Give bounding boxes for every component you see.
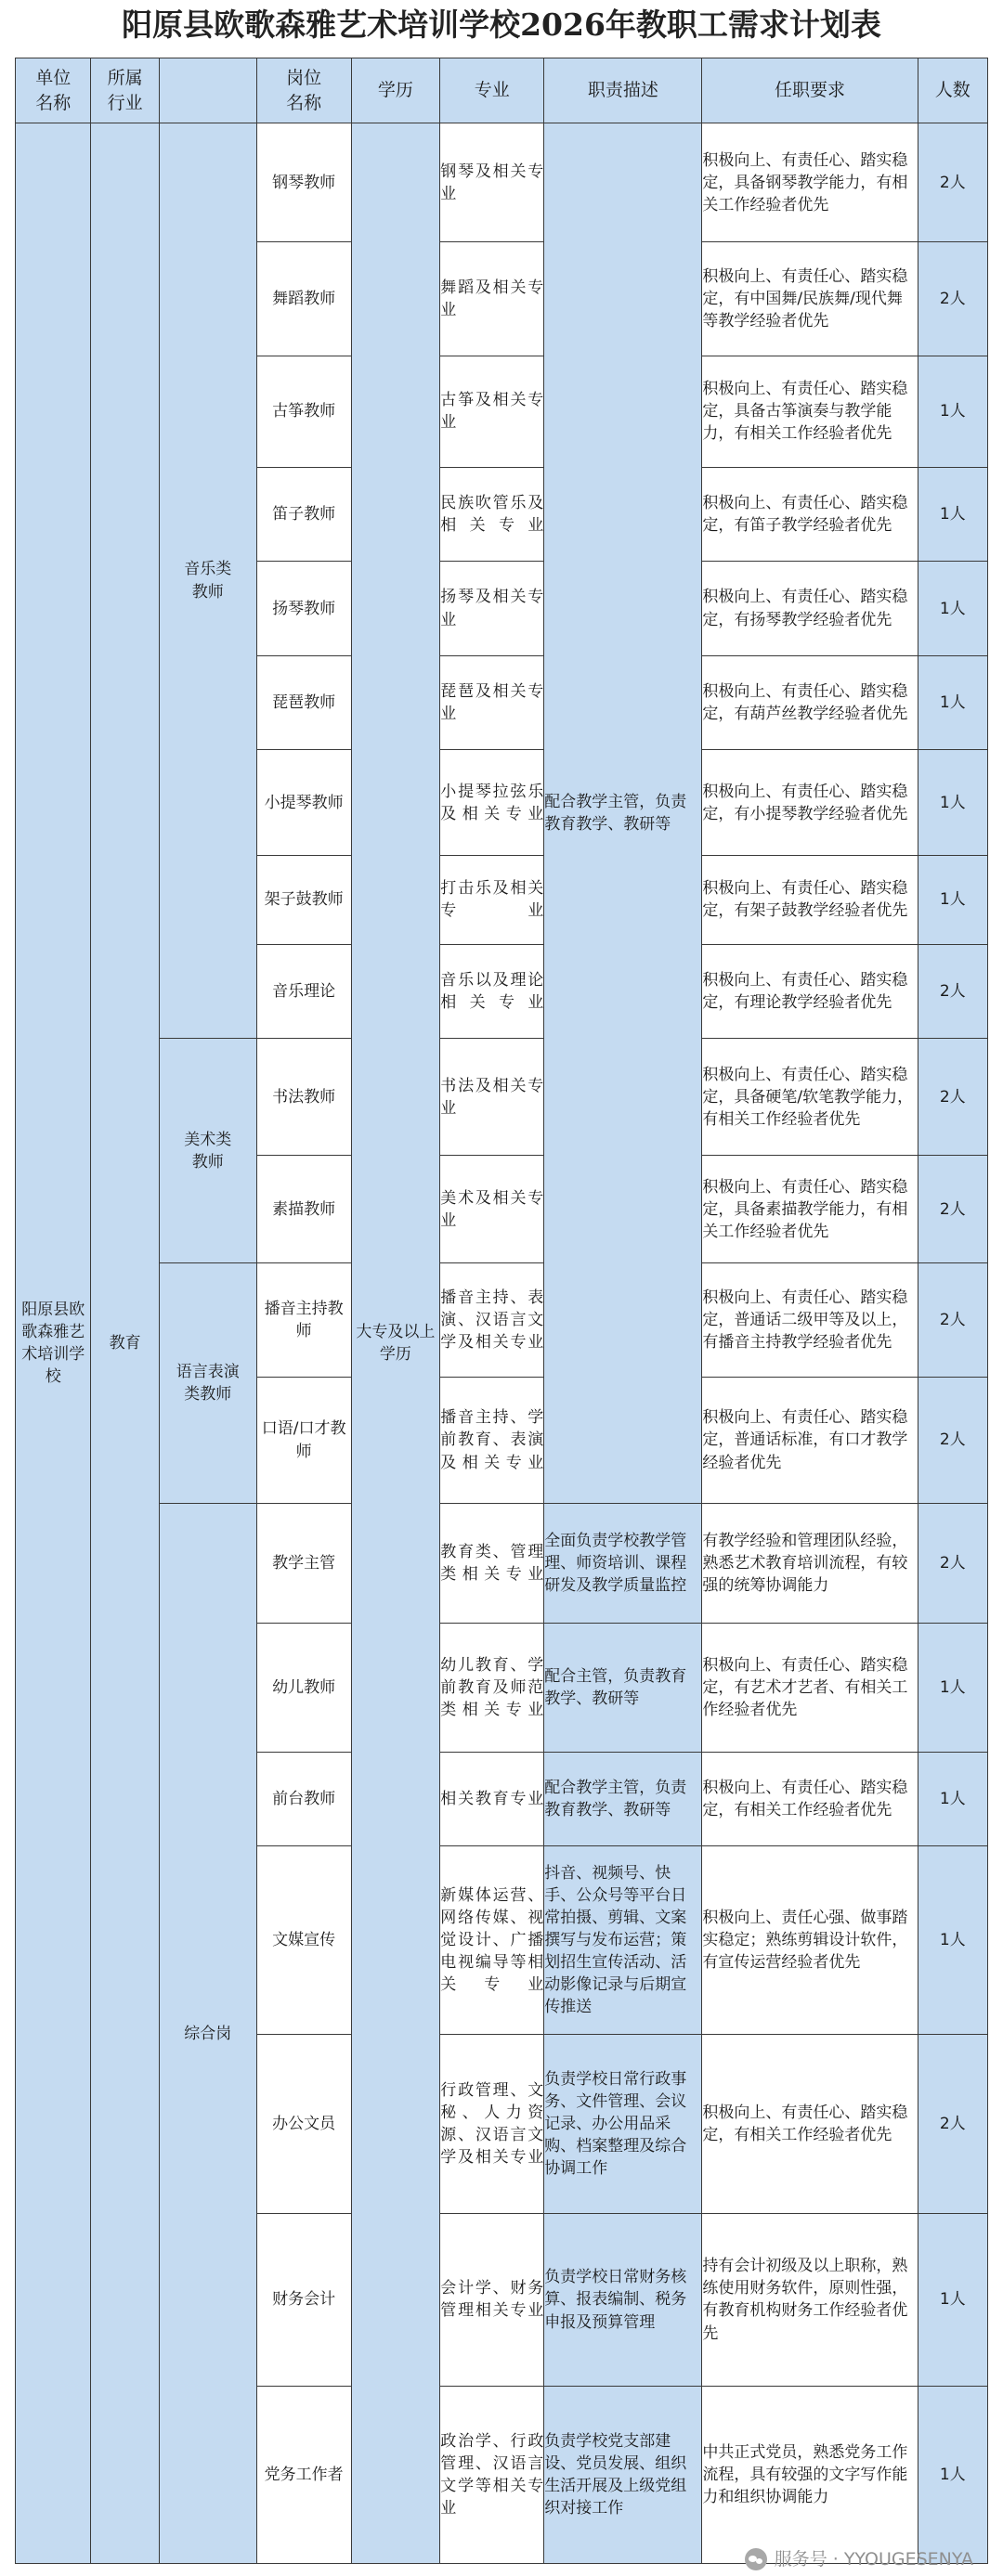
requirement-cell: 积极向上、有责任心、踏实稳定，有架子鼓教学经验者优先: [702, 856, 918, 944]
header-duty: 职责描述: [544, 58, 702, 123]
count-cell: 1人: [918, 1752, 987, 1846]
position-cell: 素描教师: [256, 1156, 351, 1263]
category-cell: 音乐类 教师: [159, 123, 256, 1039]
requirement-cell: 中共正式党员，熟悉党务工作流程，具有较强的文字写作能力和组织协调能力: [702, 2387, 918, 2564]
major-cell: 舞蹈及相关专业: [440, 242, 544, 356]
major-cell: 新媒体运营、网络传媒、视觉设计、广播电视编导等相关专业: [440, 1846, 544, 2035]
major-cell: 音乐以及理论相关专业: [440, 944, 544, 1039]
count-cell: 1人: [918, 467, 987, 562]
header-category: [159, 58, 256, 123]
major-cell: 书法及相关专业: [440, 1039, 544, 1156]
major-cell: 扬琴及相关专业: [440, 562, 544, 656]
duty-cell: 配合教学主管，负责教育教学、教研等: [544, 123, 702, 1504]
count-cell: 1人: [918, 856, 987, 944]
count-cell: 2人: [918, 1504, 987, 1623]
count-cell: 1人: [918, 655, 987, 750]
position-cell: 财务会计: [256, 2213, 351, 2386]
major-cell: 会计学、财务管理相关专业: [440, 2213, 544, 2386]
watermark: [745, 2546, 973, 2572]
header-unit-name: 单位 名称: [16, 58, 91, 123]
position-cell: 琵琶教师: [256, 655, 351, 750]
count-cell: 2人: [918, 1263, 987, 1377]
header-industry: 所属 行业: [91, 58, 159, 123]
unit-name-cell: 阳原县欧歌森雅艺术培训学校: [16, 123, 91, 2564]
requirement-cell: 积极向上、有责任心、踏实稳定，具备钢琴教学能力，有相关工作经验者优先: [702, 123, 918, 242]
count-cell: 1人: [918, 356, 987, 467]
header-education: 学历: [351, 58, 440, 123]
requirement-cell: 积极向上、有责任心、踏实稳定，有笛子教学经验者优先: [702, 467, 918, 562]
count-cell: 1人: [918, 750, 987, 856]
requirement-cell: 积极向上、有责任心、踏实稳定，有小提琴教学经验者优先: [702, 750, 918, 856]
major-cell: 行政管理、文秘、人力资源、汉语言文学及相关专业: [440, 2035, 544, 2214]
category-cell: 语言表演 类教师: [159, 1263, 256, 1504]
position-cell: 口语/口才教师: [256, 1377, 351, 1504]
position-cell: 音乐理论: [256, 944, 351, 1039]
wechat-icon: [745, 2548, 767, 2570]
position-cell: 文媒宣传: [256, 1846, 351, 2035]
major-cell: 教育类、管理类相关专业: [440, 1504, 544, 1623]
table-row: [16, 1504, 988, 1623]
header-position: 岗位 名称: [256, 58, 351, 123]
count-cell: 2人: [918, 1377, 987, 1504]
major-cell: 钢琴及相关专业: [440, 123, 544, 242]
requirement-cell: 积极向上、有责任心、踏实稳定，普通话标准，有口才教学经验者优先: [702, 1377, 918, 1504]
position-cell: 书法教师: [256, 1039, 351, 1156]
requirement-cell: 积极向上、有责任心、踏实稳定，有中国舞/民族舞/现代舞等教学经验者优先: [702, 242, 918, 356]
position-cell: 办公文员: [256, 2035, 351, 2214]
requirement-cell: 积极向上、有责任心、踏实稳定，具备硬笔/软笔教学能力，有相关工作经验者优先: [702, 1039, 918, 1156]
requirement-cell: 积极向上、有责任心、踏实稳定，有理论教学经验者优先: [702, 944, 918, 1039]
position-cell: 舞蹈教师: [256, 242, 351, 356]
major-cell: 小提琴拉弦乐及相关专业: [440, 750, 544, 856]
header-row: [16, 58, 988, 123]
count-cell: 2人: [918, 2035, 987, 2214]
category-cell: 美术类 教师: [159, 1039, 256, 1263]
requirement-cell: 积极向上、有责任心、踏实稳定，有相关工作经验者优先: [702, 1752, 918, 1846]
duty-cell: 负责学校日常行政事务、文件管理、会议记录、办公用品采购、档案整理及综合协调工作: [544, 2035, 702, 2214]
position-cell: 钢琴教师: [256, 123, 351, 242]
duty-cell: 负责学校党支部建设、党员发展、组织生活开展及上级党组织对接工作: [544, 2387, 702, 2564]
header-major: 专业: [440, 58, 544, 123]
requirement-cell: 积极向上、有责任心、踏实稳定，普通话二级甲等及以上，有播音主持教学经验者优先: [702, 1263, 918, 1377]
major-cell: 民族吹管乐及相关专业: [440, 467, 544, 562]
education-cell: 大专及以上学历: [351, 123, 440, 2564]
header-count: 人数: [918, 58, 987, 123]
major-cell: 相关教育专业: [440, 1752, 544, 1846]
major-cell: 打击乐及相关专业: [440, 856, 544, 944]
table-row: [16, 1263, 988, 1377]
position-cell: 党务工作者: [256, 2387, 351, 2564]
requirement-cell: 积极向上、有责任心、踏实稳定，有葫芦丝教学经验者优先: [702, 655, 918, 750]
count-cell: 1人: [918, 2387, 987, 2564]
count-cell: 1人: [918, 1623, 987, 1752]
major-cell: 播音主持、学前教育、表演及相关专业: [440, 1377, 544, 1504]
staff-plan-table: [15, 58, 988, 2564]
duty-cell: 配合主管，负责教育教学、教研等: [544, 1623, 702, 1752]
count-cell: 1人: [918, 562, 987, 656]
position-cell: 幼儿教师: [256, 1623, 351, 1752]
position-cell: 扬琴教师: [256, 562, 351, 656]
major-cell: 琵琶及相关专业: [440, 655, 544, 750]
table-row: [16, 1039, 988, 1156]
major-cell: 古筝及相关专业: [440, 356, 544, 467]
requirement-cell: 积极向上、有责任心、踏实稳定，具备古筝演奏与教学能力，有相关工作经验者优先: [702, 356, 918, 467]
count-cell: 2人: [918, 1156, 987, 1263]
position-cell: 古筝教师: [256, 356, 351, 467]
position-cell: 前台教师: [256, 1752, 351, 1846]
requirement-cell: 持有会计初级及以上职称，熟练使用财务软件，原则性强，有教育机构财务工作经验者优先: [702, 2213, 918, 2386]
major-cell: 幼儿教育、学前教育及师范类相关专业: [440, 1623, 544, 1752]
table-row: [16, 123, 988, 242]
requirement-cell: 积极向上、责任心强、做事踏实稳定；熟练剪辑设计软件，有宣传运营经验者优先: [702, 1846, 918, 2035]
major-cell: 政治学、行政管理、汉语言文学等相关专业: [440, 2387, 544, 2564]
requirement-cell: 积极向上、有责任心、踏实稳定，有相关工作经验者优先: [702, 2035, 918, 2214]
requirement-cell: 积极向上、有责任心、踏实稳定，具备素描教学能力，有相关工作经验者优先: [702, 1156, 918, 1263]
major-cell: 美术及相关专业: [440, 1156, 544, 1263]
category-cell: 综合岗: [159, 1504, 256, 2564]
header-requirement: 任职要求: [702, 58, 918, 123]
count-cell: 1人: [918, 2213, 987, 2386]
position-cell: 教学主管: [256, 1504, 351, 1623]
position-cell: 架子鼓教师: [256, 856, 351, 944]
position-cell: 笛子教师: [256, 467, 351, 562]
position-cell: 小提琴教师: [256, 750, 351, 856]
count-cell: 1人: [918, 1846, 987, 2035]
count-cell: 2人: [918, 944, 987, 1039]
count-cell: 2人: [918, 1039, 987, 1156]
requirement-cell: 有教学经验和管理团队经验，熟悉艺术教育培训流程，有较强的统筹协调能力: [702, 1504, 918, 1623]
requirement-cell: 积极向上、有责任心、踏实稳定，有艺术才艺者、有相关工作经验者优先: [702, 1623, 918, 1752]
duty-cell: 全面负责学校教学管理、师资培训、课程研发及教学质量监控: [544, 1504, 702, 1623]
position-cell: 播音主持教师: [256, 1263, 351, 1377]
requirement-cell: 积极向上、有责任心、踏实稳定，有扬琴教学经验者优先: [702, 562, 918, 656]
duty-cell: 抖音、视频号、快手、公众号等平台日常拍摄、剪辑、文案撰写与发布运营；策划招生宣传活动、活动影像记录与后期宣传推送: [544, 1846, 702, 2035]
industry-cell: 教育: [91, 123, 159, 2564]
document-title: 阳原县欧歌森雅艺术培训学校2026年教职工需求计划表: [122, 6, 881, 43]
major-cell: 播音主持、表演、汉语言文学及相关专业: [440, 1263, 544, 1377]
count-cell: 2人: [918, 123, 987, 242]
count-cell: 2人: [918, 242, 987, 356]
watermark-text: 服务号 · YYOUGESENYA: [774, 2549, 973, 2570]
duty-cell: 负责学校日常财务核算、报表编制、税务申报及预算管理: [544, 2213, 702, 2386]
duty-cell: 配合教学主管，负责教育教学、教研等: [544, 1752, 702, 1846]
